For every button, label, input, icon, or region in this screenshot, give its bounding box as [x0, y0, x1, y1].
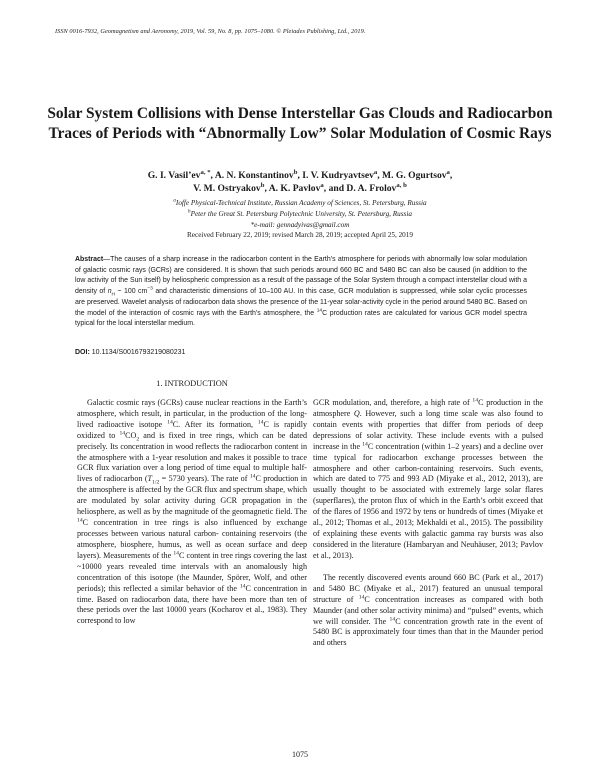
affiliation-b: $^b$Peter the Great St. Petersburg Polytechnic University, St. Petersburg, Russia	[188, 209, 412, 218]
received-dates: Received February 22, 2019; revised March 28, 2019; accepted April 25, 2019	[187, 231, 413, 239]
doi-link[interactable]: 10.1134/S0016793219080231	[91, 349, 186, 356]
author-list	[40, 169, 560, 195]
contact-email: *e-mail: gennadyivas@gmail.com	[250, 221, 350, 229]
abstract-body: —The causes of a sharp increase in the radiocarbon content in the Earth’s atmosphere for periods with abnormally low solar modulation of galactic cosmic rays (GCRs) are considered. It is shown that such periods around 660 BC and 5480 BC can also be caused (in addition to the low activity of the Sun itself) by heliospheric compression as a result of the passage of the Solar System through a compact interstellar cloud with a density of $n_H$ ~ 100 $cm^{-3}$ and characteristic dimensions of 10–100 AU. In this case, GCR modulation is suppressed, while solar cyclic processes are preserved. Wavelet analysis of radiocarbon data shows the presence of the 11-year solar-activity cycle in the period around 5480 BC. Based on the model of the interaction of cosmic rays with the Earth’s atmosphere, the $^{14}$C production rates are calculated for various GCR model spectra typical for the local interstellar medium.	[75, 256, 528, 328]
body-column-right	[313, 398, 543, 649]
authors-line-1: G. I. $Vasil’ev^{a, *}$, A. N. Konstantinov$^b$, I. V. Kudryavtsev$^a$, M. G. Ogurtsov$^a$,	[147, 168, 453, 181]
abstract	[75, 255, 527, 330]
doi-label: DOI:	[75, 349, 90, 356]
doi	[75, 349, 527, 356]
body-column-left	[77, 363, 307, 627]
affiliation-a: $^a$Ioffe Physical-Technical Institute, Russian Academy of Sciences, St. Petersburg, Russia	[173, 198, 427, 207]
paragraph: Galactic cosmic rays (GCRs) cause nuclear reactions in the Earth’s atmosphere, which result, in particular, in the production of the long-lived radioactive isotope $^{14}$C. After its formation, $^{14}$C is rapidly oxidized to $^{14}CO_2$ and is fixed in tree rings, which can be dated precisely. Its concentration in wood reflects the radiocarbon content in the atmosphere with a 1-year resolution and makes it possible to trace GCR flux variation over a long period of time equal to multiple half-lives of radiocarbon ($T_{1/2} = 5730$ years). The rate of $^{14}$C production in the atmosphere is affected by the GCR flux and spectrum shape, which are modulated by solar activity during GCR propagation in the heliosphere, as well as by the magnitude of the geomagnetic field. The $^{14}$C concentration in tree rings is also influenced by exchange processes between various natural carbon- containing reservoirs (the atmosphere, biosphere, humus, as well as ocean surface and deep layers). Measurements of the $^{14}$C content in tree rings covering the last ~10000 years revealed time intervals with an anomalously high concentration of this isotope (the Maunder, Spörer, Wolf, and other periods); this reflected a similar behavior of the $^{14}$C concentration in time. Based on radiocarbon data, there have been more than ten of these periods over the last 10000 years (Kocharov et al., 1983). They correspond to low	[77, 397, 308, 626]
section-heading: 1. INTRODUCTION	[156, 379, 228, 388]
authors-line-2: V. M. Ostryakov$^b$, A. K. Pavlov$^a$, and D. A. Frolov$^{a, b}$	[193, 181, 407, 194]
abstract-label: Abstract	[75, 256, 104, 263]
paper-title: Solar System Collisions with Dense Interstellar Gas Clouds and Radiocarbon Traces of Periods with “Abnormally Low” Solar Modulation of Cosmic Rays	[47, 105, 553, 142]
paragraph: GCR modulation, and, therefore, a high rate of $^{14}$C production in the atmosphere Q. However, such a long time scale was also found to contain events with properties that differ from periods of deep depressions of solar activity. These include events with a pulsed increase in the $^{14}$C concentration (within 1–2 years) and a decline over time typical for radiocarbon exchange processes between the atmosphere and other carbon-containing reservoirs. Such events, which are dated to 775 and 993 AD (Miyake et al., 2012, 2013), are usually thought to be associated with extremely large solar flares (superflares), the proton flux of which in the Earth’s orbit exceed that of the flares of 1956 and 1972 by tens or hundreds of times (Miyake et al., 2012; Thomas et al., 2013; Mekhaldi et al., 2015). The possibility of explaining these events with galactic gamma ray bursts was also considered in the literature (Hambaryan and Neuhäuser, 2013; Pavlov et al., 2013).	[313, 397, 544, 560]
affiliations	[40, 198, 560, 231]
page-number: 1075	[292, 750, 308, 759]
paragraph: The recently discovered events around 660 BC (Park et al., 2017) and 5480 BC (Miyake et al., 2017) featured an unusual temporal structure of $^{14}$C concentration increases as compared with both Maunder (and other solar activity minima) and “pulsed” events, which we will consider. The $^{14}$C concentration growth rate in the event of 5480 BC is approximately four times than that in the Maunder period and others	[313, 572, 543, 648]
journal-header: ISSN 0016-7932, Geomagnetism and Aeronomy, 2019, Vol. 59, No. 8, pp. 1075–1080. © Pleiades Publishing, Ltd., 2019.	[55, 28, 366, 35]
